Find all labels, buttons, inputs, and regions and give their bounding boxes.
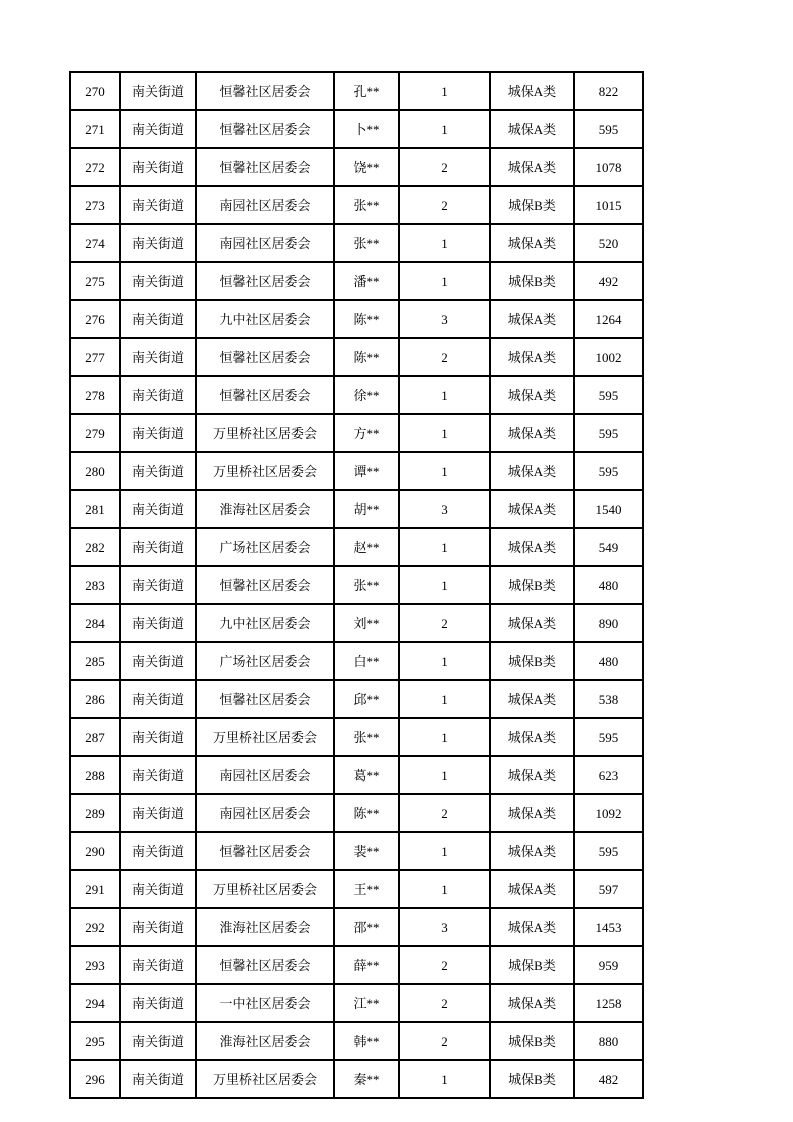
cell-community: 恒馨社区居委会 [196, 832, 334, 870]
cell-count: 2 [399, 984, 490, 1022]
cell-name: 张** [334, 718, 399, 756]
cell-community: 万里桥社区居委会 [196, 414, 334, 452]
cell-count: 1 [399, 110, 490, 148]
cell-name: 葛** [334, 756, 399, 794]
cell-count: 2 [399, 148, 490, 186]
cell-seq: 282 [70, 528, 120, 566]
cell-community: 恒馨社区居委会 [196, 72, 334, 110]
cell-amount: 1453 [574, 908, 643, 946]
cell-amount: 480 [574, 566, 643, 604]
cell-seq: 274 [70, 224, 120, 262]
cell-name: 邵** [334, 908, 399, 946]
cell-community: 恒馨社区居委会 [196, 680, 334, 718]
cell-community: 万里桥社区居委会 [196, 718, 334, 756]
cell-seq: 283 [70, 566, 120, 604]
cell-category: 城保A类 [490, 490, 574, 528]
cell-amount: 597 [574, 870, 643, 908]
table-row [70, 1022, 643, 1060]
cell-count: 1 [399, 72, 490, 110]
cell-amount: 492 [574, 262, 643, 300]
cell-category: 城保A类 [490, 376, 574, 414]
cell-name: 王** [334, 870, 399, 908]
table-row [70, 110, 643, 148]
table-row [70, 376, 643, 414]
cell-street: 南关街道 [120, 262, 196, 300]
cell-amount: 595 [574, 110, 643, 148]
cell-name: 张** [334, 186, 399, 224]
cell-amount: 480 [574, 642, 643, 680]
cell-seq: 290 [70, 832, 120, 870]
cell-street: 南关街道 [120, 642, 196, 680]
table-row [70, 566, 643, 604]
cell-seq: 276 [70, 300, 120, 338]
cell-amount: 1264 [574, 300, 643, 338]
cell-street: 南关街道 [120, 224, 196, 262]
table-row [70, 338, 643, 376]
cell-street: 南关街道 [120, 870, 196, 908]
cell-count: 3 [399, 300, 490, 338]
cell-category: 城保B类 [490, 262, 574, 300]
cell-seq: 281 [70, 490, 120, 528]
table-row [70, 756, 643, 794]
cell-street: 南关街道 [120, 148, 196, 186]
cell-street: 南关街道 [120, 604, 196, 642]
cell-amount: 1078 [574, 148, 643, 186]
cell-category: 城保B类 [490, 566, 574, 604]
cell-count: 1 [399, 414, 490, 452]
cell-street: 南关街道 [120, 1022, 196, 1060]
cell-name: 陈** [334, 794, 399, 832]
cell-seq: 279 [70, 414, 120, 452]
cell-seq: 287 [70, 718, 120, 756]
cell-amount: 595 [574, 452, 643, 490]
cell-category: 城保A类 [490, 832, 574, 870]
cell-street: 南关街道 [120, 680, 196, 718]
cell-street: 南关街道 [120, 72, 196, 110]
cell-street: 南关街道 [120, 756, 196, 794]
table-row [70, 984, 643, 1022]
cell-count: 2 [399, 604, 490, 642]
cell-community: 九中社区居委会 [196, 300, 334, 338]
cell-community: 恒馨社区居委会 [196, 148, 334, 186]
cell-category: 城保B类 [490, 642, 574, 680]
cell-name: 徐** [334, 376, 399, 414]
cell-amount: 959 [574, 946, 643, 984]
cell-seq: 285 [70, 642, 120, 680]
cell-category: 城保A类 [490, 870, 574, 908]
table-row [70, 1060, 643, 1098]
cell-name: 潘** [334, 262, 399, 300]
cell-category: 城保A类 [490, 604, 574, 642]
cell-seq: 288 [70, 756, 120, 794]
cell-seq: 293 [70, 946, 120, 984]
cell-community: 南园社区居委会 [196, 756, 334, 794]
table-row [70, 680, 643, 718]
cell-count: 2 [399, 338, 490, 376]
cell-seq: 292 [70, 908, 120, 946]
table-row [70, 148, 643, 186]
cell-category: 城保B类 [490, 946, 574, 984]
cell-count: 1 [399, 262, 490, 300]
cell-street: 南关街道 [120, 566, 196, 604]
cell-count: 1 [399, 566, 490, 604]
cell-seq: 296 [70, 1060, 120, 1098]
cell-category: 城保A类 [490, 414, 574, 452]
cell-category: 城保A类 [490, 528, 574, 566]
cell-seq: 295 [70, 1022, 120, 1060]
cell-community: 恒馨社区居委会 [196, 338, 334, 376]
cell-seq: 273 [70, 186, 120, 224]
cell-name: 陈** [334, 300, 399, 338]
cell-count: 1 [399, 1060, 490, 1098]
cell-community: 一中社区居委会 [196, 984, 334, 1022]
cell-street: 南关街道 [120, 1060, 196, 1098]
cell-street: 南关街道 [120, 528, 196, 566]
cell-seq: 270 [70, 72, 120, 110]
cell-community: 南园社区居委会 [196, 224, 334, 262]
table-row [70, 528, 643, 566]
table-row [70, 870, 643, 908]
table-row [70, 300, 643, 338]
cell-count: 1 [399, 680, 490, 718]
table-row [70, 72, 643, 110]
cell-street: 南关街道 [120, 376, 196, 414]
cell-name: 秦** [334, 1060, 399, 1098]
cell-category: 城保A类 [490, 908, 574, 946]
table-row [70, 908, 643, 946]
cell-name: 陈** [334, 338, 399, 376]
cell-community: 广场社区居委会 [196, 642, 334, 680]
cell-category: 城保A类 [490, 338, 574, 376]
cell-category: 城保A类 [490, 452, 574, 490]
cell-count: 1 [399, 376, 490, 414]
cell-amount: 1540 [574, 490, 643, 528]
cell-street: 南关街道 [120, 110, 196, 148]
cell-count: 2 [399, 946, 490, 984]
cell-amount: 623 [574, 756, 643, 794]
cell-amount: 482 [574, 1060, 643, 1098]
cell-count: 1 [399, 756, 490, 794]
cell-seq: 284 [70, 604, 120, 642]
cell-amount: 595 [574, 376, 643, 414]
cell-count: 1 [399, 528, 490, 566]
table-row [70, 794, 643, 832]
cell-seq: 272 [70, 148, 120, 186]
cell-community: 广场社区居委会 [196, 528, 334, 566]
cell-amount: 1015 [574, 186, 643, 224]
cell-category: 城保B类 [490, 186, 574, 224]
cell-community: 恒馨社区居委会 [196, 262, 334, 300]
benefit-table [69, 71, 644, 1099]
cell-amount: 822 [574, 72, 643, 110]
cell-street: 南关街道 [120, 794, 196, 832]
table-row [70, 224, 643, 262]
cell-name: 邱** [334, 680, 399, 718]
cell-count: 1 [399, 642, 490, 680]
cell-community: 淮海社区居委会 [196, 1022, 334, 1060]
cell-street: 南关街道 [120, 338, 196, 376]
cell-community: 万里桥社区居委会 [196, 1060, 334, 1098]
cell-community: 九中社区居委会 [196, 604, 334, 642]
cell-community: 南园社区居委会 [196, 186, 334, 224]
cell-name: 卜** [334, 110, 399, 148]
table-row [70, 186, 643, 224]
cell-name: 薛** [334, 946, 399, 984]
cell-count: 1 [399, 452, 490, 490]
cell-amount: 890 [574, 604, 643, 642]
cell-street: 南关街道 [120, 300, 196, 338]
cell-amount: 538 [574, 680, 643, 718]
cell-street: 南关街道 [120, 946, 196, 984]
cell-name: 张** [334, 224, 399, 262]
table-row [70, 642, 643, 680]
cell-count: 1 [399, 224, 490, 262]
cell-amount: 880 [574, 1022, 643, 1060]
cell-count: 2 [399, 186, 490, 224]
cell-name: 胡** [334, 490, 399, 528]
cell-seq: 275 [70, 262, 120, 300]
cell-name: 张** [334, 566, 399, 604]
cell-seq: 280 [70, 452, 120, 490]
cell-count: 2 [399, 794, 490, 832]
table-row [70, 832, 643, 870]
cell-name: 白** [334, 642, 399, 680]
cell-category: 城保A类 [490, 718, 574, 756]
cell-amount: 595 [574, 832, 643, 870]
cell-amount: 520 [574, 224, 643, 262]
table-row [70, 490, 643, 528]
cell-count: 3 [399, 490, 490, 528]
cell-category: 城保A类 [490, 110, 574, 148]
cell-category: 城保A类 [490, 300, 574, 338]
cell-count: 3 [399, 908, 490, 946]
cell-name: 刘** [334, 604, 399, 642]
cell-amount: 549 [574, 528, 643, 566]
cell-community: 万里桥社区居委会 [196, 870, 334, 908]
cell-count: 1 [399, 870, 490, 908]
cell-count: 2 [399, 1022, 490, 1060]
cell-count: 1 [399, 718, 490, 756]
cell-category: 城保A类 [490, 680, 574, 718]
cell-category: 城保A类 [490, 72, 574, 110]
cell-seq: 294 [70, 984, 120, 1022]
table-row [70, 946, 643, 984]
cell-street: 南关街道 [120, 718, 196, 756]
cell-count: 1 [399, 832, 490, 870]
table-row [70, 452, 643, 490]
cell-amount: 595 [574, 414, 643, 452]
cell-street: 南关街道 [120, 984, 196, 1022]
cell-street: 南关街道 [120, 414, 196, 452]
cell-street: 南关街道 [120, 490, 196, 528]
cell-category: 城保A类 [490, 224, 574, 262]
cell-category: 城保B类 [490, 1022, 574, 1060]
cell-community: 恒馨社区居委会 [196, 946, 334, 984]
cell-amount: 1002 [574, 338, 643, 376]
cell-seq: 289 [70, 794, 120, 832]
cell-category: 城保A类 [490, 148, 574, 186]
table-row [70, 604, 643, 642]
cell-seq: 278 [70, 376, 120, 414]
cell-street: 南关街道 [120, 186, 196, 224]
cell-street: 南关街道 [120, 832, 196, 870]
table-body [70, 72, 643, 1098]
cell-seq: 271 [70, 110, 120, 148]
cell-category: 城保A类 [490, 794, 574, 832]
table-row [70, 718, 643, 756]
cell-amount: 595 [574, 718, 643, 756]
cell-name: 江** [334, 984, 399, 1022]
cell-community: 万里桥社区居委会 [196, 452, 334, 490]
table-row [70, 262, 643, 300]
cell-seq: 277 [70, 338, 120, 376]
cell-community: 恒馨社区居委会 [196, 376, 334, 414]
cell-community: 淮海社区居委会 [196, 490, 334, 528]
cell-amount: 1092 [574, 794, 643, 832]
cell-name: 饶** [334, 148, 399, 186]
cell-name: 谭** [334, 452, 399, 490]
cell-category: 城保A类 [490, 984, 574, 1022]
cell-name: 赵** [334, 528, 399, 566]
table-row [70, 414, 643, 452]
cell-community: 恒馨社区居委会 [196, 566, 334, 604]
cell-community: 淮海社区居委会 [196, 908, 334, 946]
cell-category: 城保A类 [490, 756, 574, 794]
cell-street: 南关街道 [120, 452, 196, 490]
cell-name: 孔** [334, 72, 399, 110]
cell-name: 裴** [334, 832, 399, 870]
cell-amount: 1258 [574, 984, 643, 1022]
cell-street: 南关街道 [120, 908, 196, 946]
cell-category: 城保B类 [490, 1060, 574, 1098]
cell-name: 方** [334, 414, 399, 452]
cell-name: 韩** [334, 1022, 399, 1060]
cell-seq: 286 [70, 680, 120, 718]
cell-community: 恒馨社区居委会 [196, 110, 334, 148]
cell-seq: 291 [70, 870, 120, 908]
cell-community: 南园社区居委会 [196, 794, 334, 832]
